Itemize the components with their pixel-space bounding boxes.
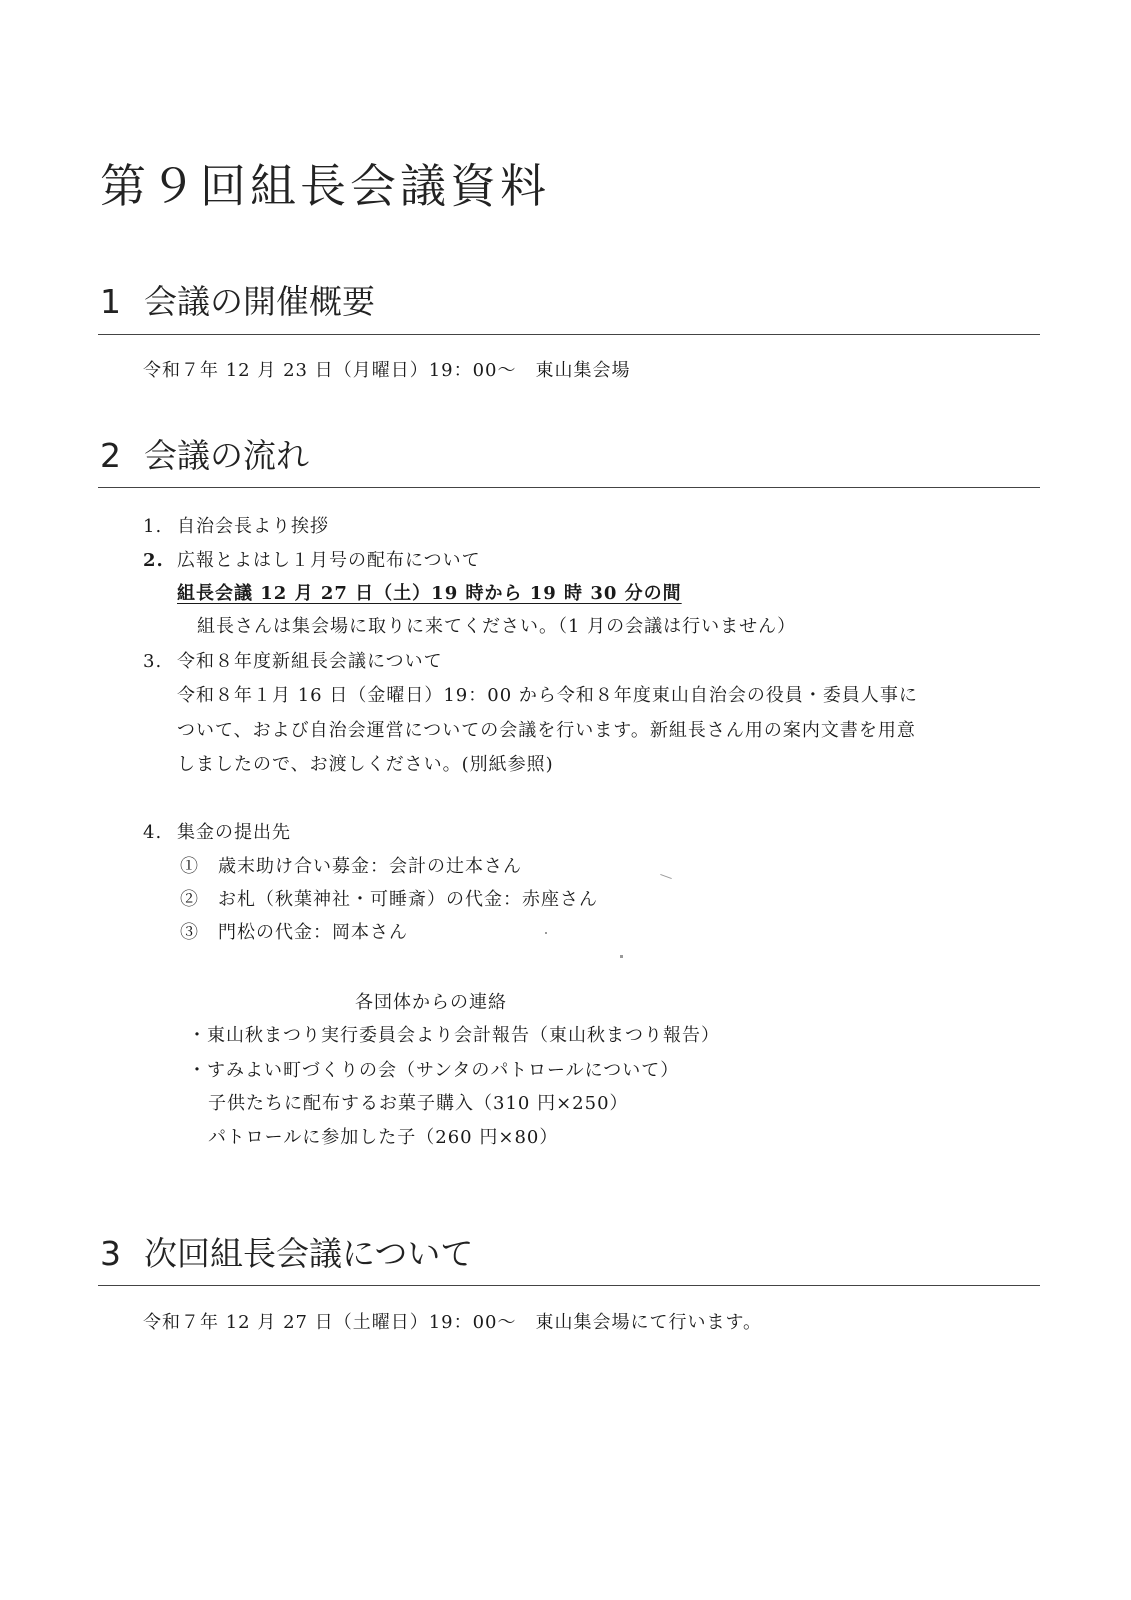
list-item-3-line-2: 令和８年１月 16 日（金曜日）19：00 から令和８年度東山自治会の役員・委員人事に	[177, 685, 918, 706]
page-title: 第９回組長会議資料	[100, 159, 550, 213]
section-1-title: 会議の開催概要	[144, 282, 375, 321]
collection-item-3: ③ 門松の代金：岡本さん	[180, 922, 408, 943]
group-item-2-detail-2: パトロールに参加した子（260 円×80）	[208, 1127, 559, 1148]
list-item-text: 集金の提出先	[177, 822, 291, 843]
section-1-rule	[98, 334, 1040, 335]
section-2-title: 会議の流れ	[144, 436, 309, 475]
section-2-rule	[98, 487, 1040, 488]
scan-speck	[620, 955, 623, 958]
section-2-number: 2	[100, 436, 121, 475]
list-item-number: 2.	[143, 550, 164, 571]
section-3-heading	[100, 1228, 473, 1275]
distribution-note: 組長さんは集会場に取りに来てください。（1 月の会議は行いません）	[197, 616, 797, 637]
list-item-number: 3.	[143, 651, 163, 672]
distribution-schedule-highlight: 組長会議 12 月 27 日（土）19 時から 19 時 30 分の間	[177, 583, 682, 604]
list-item-2	[143, 546, 481, 572]
section-3-number: 3	[100, 1234, 121, 1273]
list-item-4	[143, 818, 291, 844]
list-item-number: 1.	[143, 516, 163, 537]
list-item-text: 令和８年度新組長会議について	[177, 651, 443, 672]
list-item-text: 広報とよはし１月号の配布について	[177, 550, 481, 571]
meeting-schedule: 令和７年 12 月 23 日（月曜日）19：00～ 東山集会場	[143, 360, 631, 381]
list-item-3-line-3: ついて、および自治会運営についての会議を行います。新組長さん用の案内文書を用意	[177, 720, 916, 741]
scan-speck	[545, 932, 547, 934]
section-3-title: 次回組長会議について	[144, 1234, 474, 1273]
groups-heading: 各団体からの連絡	[355, 992, 507, 1013]
collection-item-2: ② お札（秋葉神社・可睡斎）の代金：赤座さん	[180, 889, 598, 910]
group-item-2: ・すみよい町づくりの会（サンタのパトロールについて）	[188, 1060, 680, 1081]
section-1-heading	[100, 276, 375, 323]
list-item-number: 4.	[143, 822, 163, 843]
scan-speck	[660, 874, 672, 879]
list-item-1	[143, 512, 329, 538]
list-item-3	[143, 647, 443, 673]
next-meeting-schedule: 令和７年 12 月 27 日（土曜日）19：00～ 東山集会場にて行います。	[143, 1312, 763, 1333]
collection-item-1: ① 歳末助け合い募金：会計の辻本さん	[180, 856, 522, 877]
section-3-rule	[98, 1285, 1040, 1286]
group-item-2-detail-1: 子供たちに配布するお菓子購入（310 円×250）	[208, 1093, 629, 1114]
list-item-text: 自治会長より挨拶	[177, 516, 329, 537]
section-2-heading	[100, 430, 309, 477]
section-1-number: 1	[100, 282, 121, 321]
group-item-1: ・東山秋まつり実行委員会より会計報告（東山秋まつり報告）	[188, 1025, 720, 1046]
list-item-3-line-4: しましたので、お渡しください。(別紙参照)	[177, 754, 554, 775]
